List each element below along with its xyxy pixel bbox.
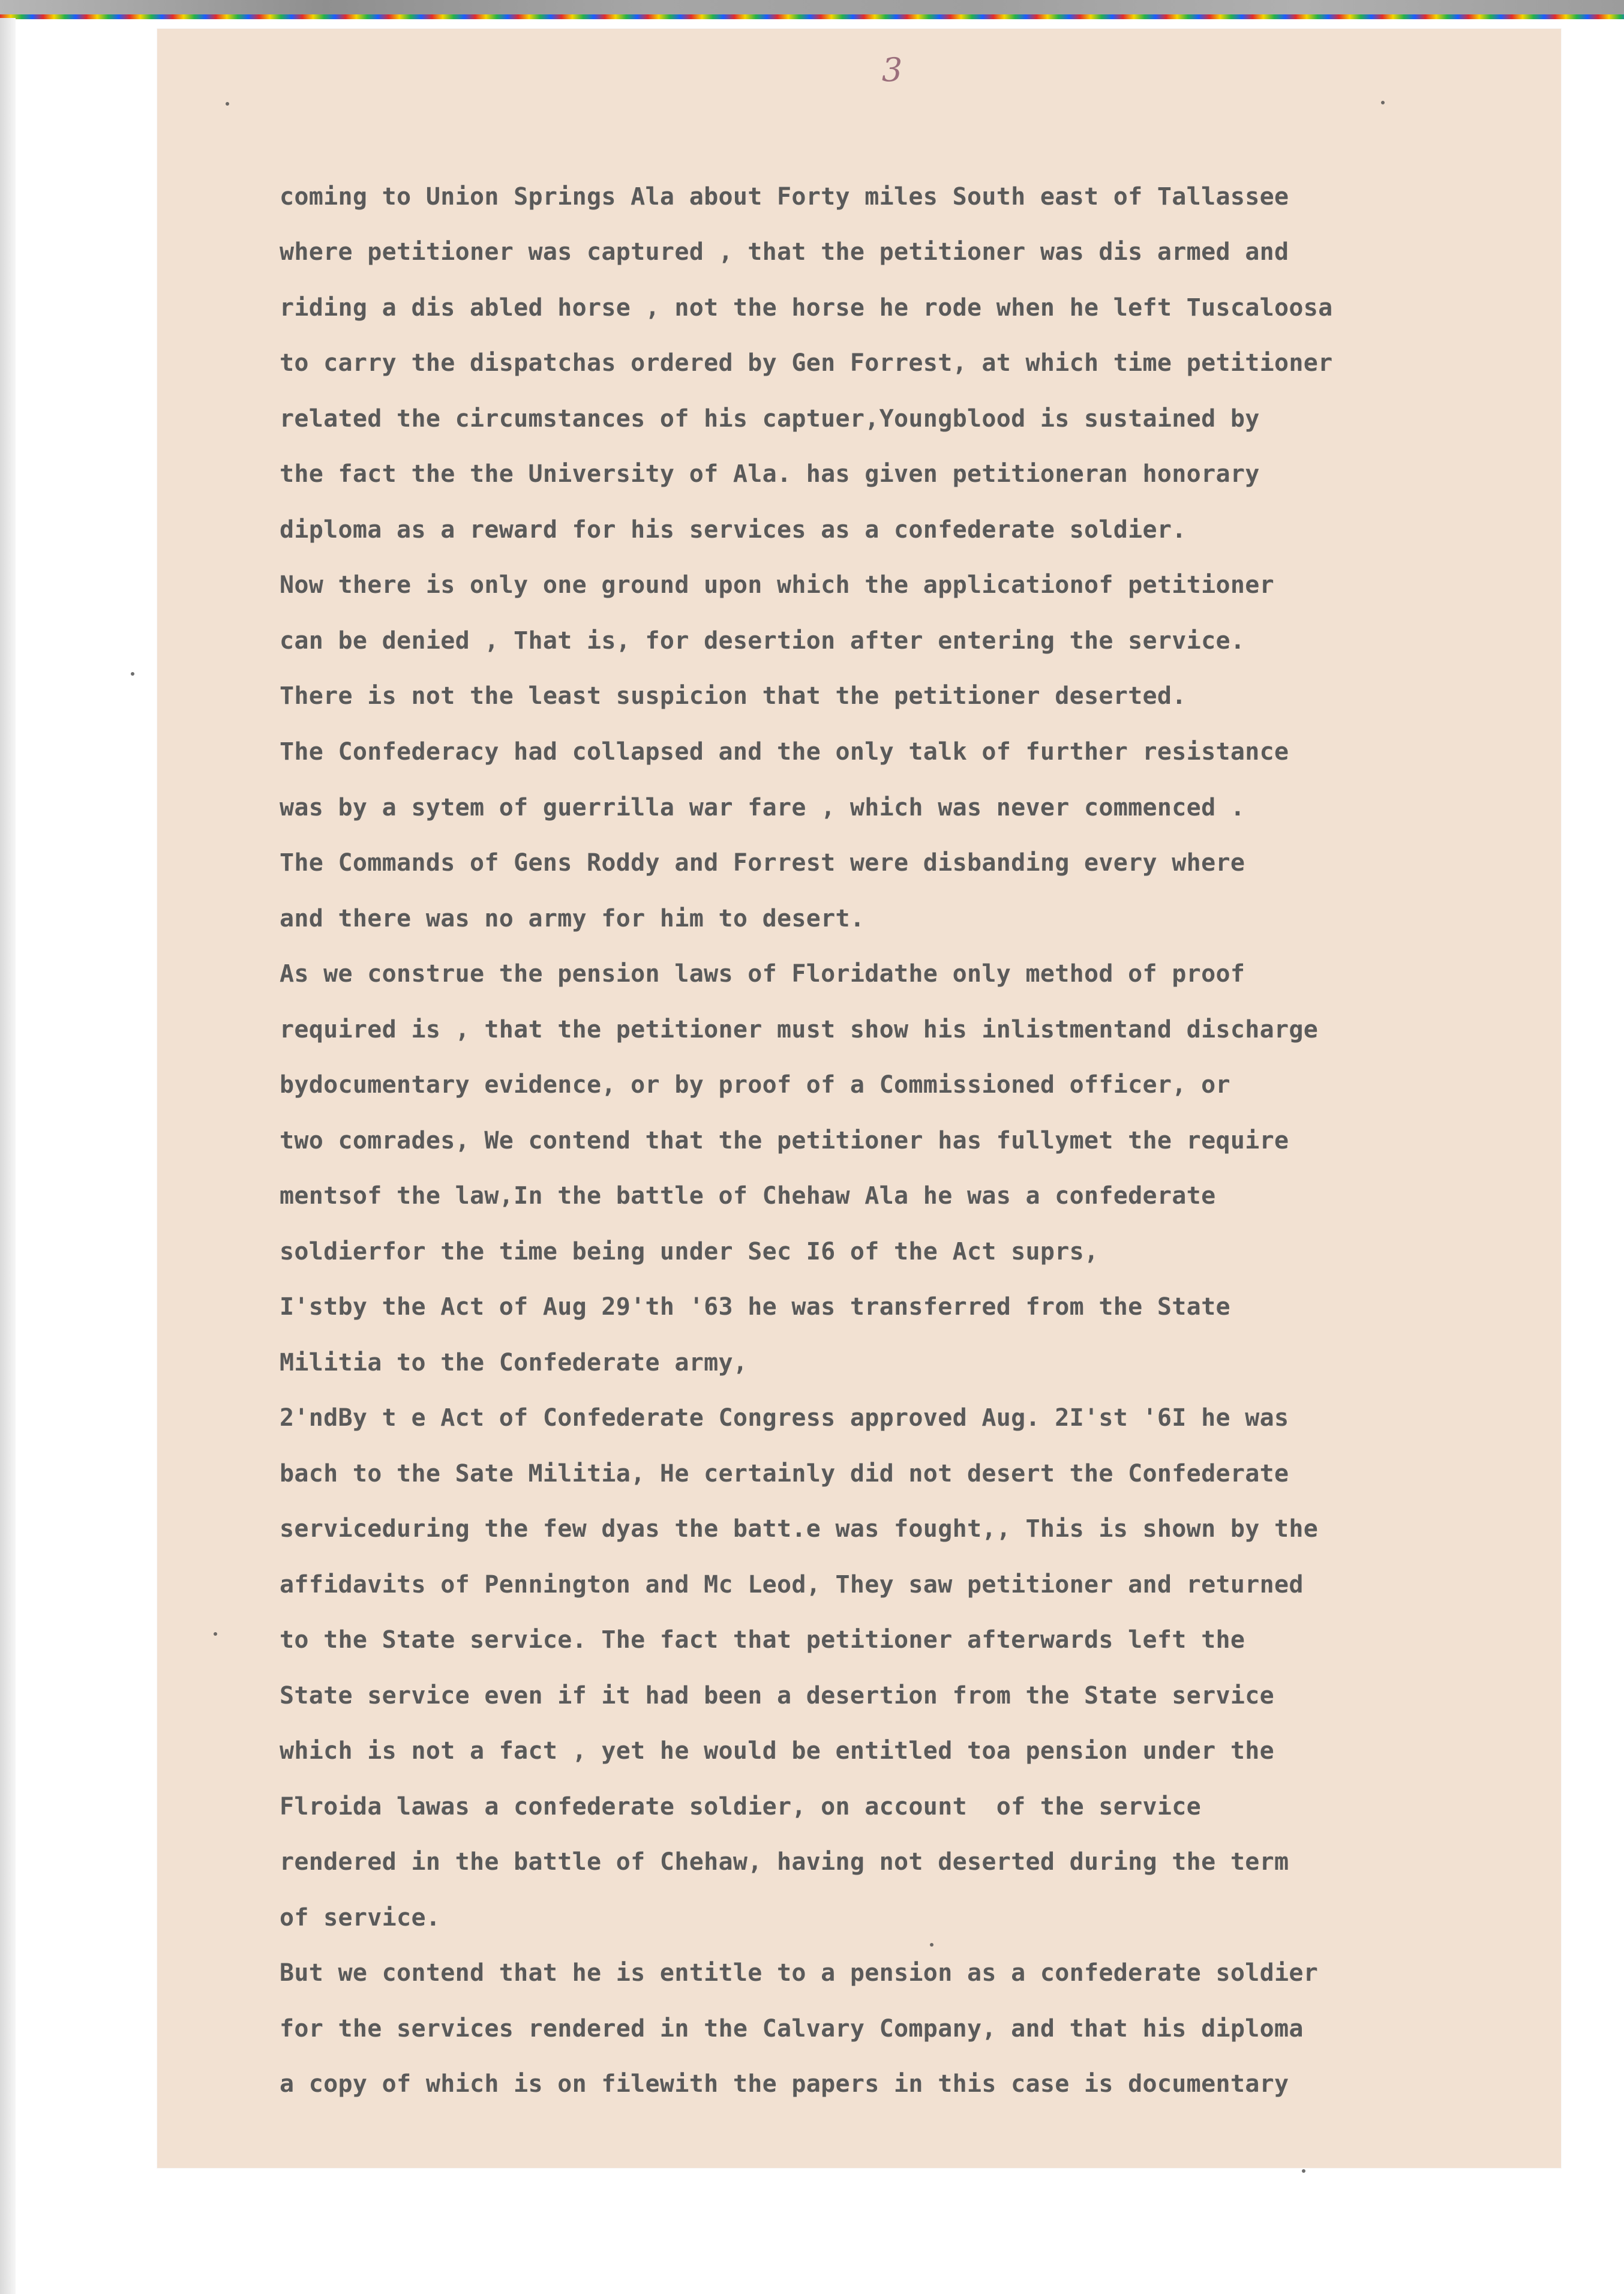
text-line: The Commands of Gens Roddy and Forrest were disbanding every where <box>280 849 1245 877</box>
text-line: can be denied , That is, for desertion after entering the service. <box>280 627 1245 655</box>
text-line: affidavits of Pennington and Mc Leod, They saw petitioner and returned <box>280 1571 1304 1599</box>
text-line: coming to Union Springs Ala about Forty miles South east of Tallassee <box>280 183 1289 211</box>
text-line: which is not a fact , yet he would be entitled toa pension under the <box>280 1737 1274 1765</box>
text-line: soldierfor the time being under Sec I6 of the Act suprs, <box>280 1238 1099 1266</box>
text-line: rendered in the battle of Chehaw, having not deserted during the term <box>280 1848 1289 1876</box>
text-line: for the services rendered in the Calvary Company, and that his diploma <box>280 2015 1304 2043</box>
paper-speck <box>214 1632 217 1636</box>
text-line: Militia to the Confederate army, <box>280 1349 748 1377</box>
text-line: related the circumstances of his captuer,Youngblood is sustained by <box>280 405 1260 433</box>
text-line: Now there is only one ground upon which the applicationof petitioner <box>280 571 1274 599</box>
text-line: and there was no army for him to desert. <box>280 905 865 932</box>
text-line: riding a dis abled horse , not the horse he rode when he left Tuscaloosa <box>280 294 1333 322</box>
text-line: required is , that the petitioner must show his inlistmentand discharge <box>280 1016 1319 1043</box>
text-line: was by a sytem of guerrilla war fare , which was never commenced . <box>280 794 1245 821</box>
text-line: serviceduring the few dyas the batt.e was fought,, This is shown by the <box>280 1515 1319 1543</box>
text-line: State service even if it had been a desertion from the State service <box>280 1682 1274 1710</box>
text-line: bydocumentary evidence, or by proof of a Commissioned officer, or <box>280 1071 1230 1099</box>
text-line: to the State service. The fact that petitioner afterwards left the <box>280 1626 1245 1654</box>
paper-speck <box>131 672 134 676</box>
text-line: where petitioner was captured , that the petitioner was dis armed and <box>280 238 1289 266</box>
text-line: But we contend that he is entitle to a pension as a confederate soldier <box>280 1959 1319 1987</box>
text-line: two comrades, We contend that the petitioner has fullymet the require <box>280 1127 1289 1155</box>
paper-speck <box>1302 2169 1305 2173</box>
text-line: The Confederacy had collapsed and the only talk of further resistance <box>280 738 1289 766</box>
text-line: diploma as a reward for his services as a confederate soldier. <box>280 516 1187 544</box>
text-line: a copy of which is on filewith the papers in this case is documentary <box>280 2070 1289 2098</box>
text-line: I'stby the Act of Aug 29'th '63 he was transferred from the State <box>280 1293 1230 1321</box>
text-line: As we construe the pension laws of Floridathe only method of proof <box>280 960 1245 988</box>
paper-speck <box>1381 101 1385 104</box>
page-number: 3 <box>881 51 903 89</box>
scanner-left-shadow <box>0 18 16 2294</box>
text-line: bach to the Sate Militia, He certainly did not desert the Confederate <box>280 1460 1289 1488</box>
text-line: of service. <box>280 1904 441 1932</box>
scan-color-calibration-strip <box>0 14 1624 19</box>
paper-speck <box>226 102 229 106</box>
text-line: Flroida lawas a confederate soldier, on account of the service <box>280 1793 1202 1821</box>
text-line: There is not the least suspicion that the petitioner deserted. <box>280 682 1187 710</box>
paper-speck <box>930 1943 933 1947</box>
text-line: mentsof the law,In the battle of Chehaw Ala he was a confederate <box>280 1182 1216 1210</box>
text-line: to carry the dispatchas ordered by Gen Forrest, at which time petitioner <box>280 349 1333 377</box>
text-line: 2'ndBy t e Act of Confederate Congress approved Aug. 2I'st '6I he was <box>280 1404 1289 1432</box>
text-line: the fact the the University of Ala. has given petitioneran honorary <box>280 460 1260 488</box>
